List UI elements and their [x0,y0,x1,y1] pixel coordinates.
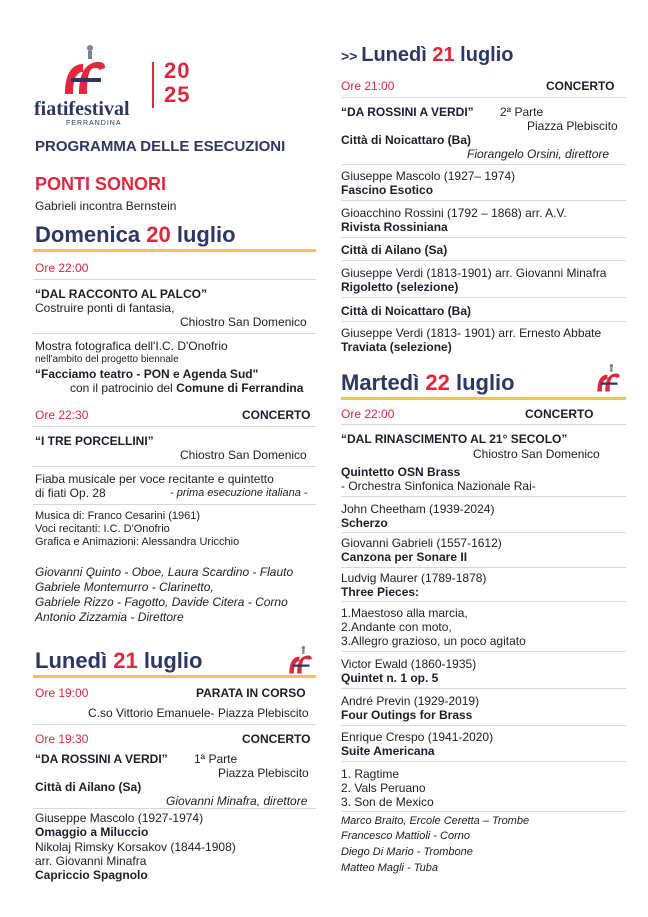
band-director: Giovanni Minafra, direttore [166,794,308,808]
day-underline [33,249,316,252]
band-name: Città di Ailano (Sa) [35,780,142,794]
separator [341,532,626,533]
movement: 2.Andante con moto, [341,620,452,634]
movement: 3.Allegro grazioso, un poco agitato [341,634,526,648]
event-type: PARATA IN CORSO [196,686,306,700]
work-title: Rigoletto (selezione) [341,280,459,294]
series-subtitle: Gabrieli incontra Bernstein [35,199,177,213]
event-type: CONCERTO [242,408,311,422]
performer-line: Diego Di Mario - Trombone [341,846,473,858]
composer: Giuseppe Verdi (1813- 1901) arr. Ernesto Abbate [341,326,602,340]
separator [341,567,626,568]
event-place: Piazza Plebiscito [527,119,618,133]
festival-logo-mark [59,42,109,98]
separator [341,260,626,261]
event-title: “I TRE PORCELLINI” [35,434,154,448]
event-type: CONCERTO [546,79,615,93]
work-title: Scherzo [341,516,388,530]
performer-line: Antonio Zizzamia - Direttore [35,610,184,624]
separator [341,297,626,298]
separator [341,321,626,322]
separator [341,97,626,98]
composer: Enrique Crespo (1941-2020) [341,730,494,744]
logo-divider [152,62,154,108]
composer: Giovanni Gabrieli (1557-1612) [341,536,502,550]
series-title: PONTI SONORI [35,174,167,194]
composer: André Previn (1929-2019) [341,694,480,708]
band-director: Fiorangelo Orsini, direttore [467,147,610,161]
separator [341,200,626,201]
work-title: Suite Americana [341,744,435,758]
credit-line: Grafica e Animazioni: Alessandra Uricchio [35,536,240,548]
separator [33,724,316,725]
credit-line: Musica di: Franco Cesarini (1961) [35,510,201,522]
event-part: 2ª Parte [500,105,544,119]
festival-mark-icon [286,644,314,676]
event-subtitle: Costruire ponti di fantasia, [35,301,175,315]
day-heading-martedi: Martedì 22 luglio [341,370,515,395]
event-type: CONCERTO [525,407,594,421]
work-title: Quintet n. 1 op. 5 [341,671,439,685]
performer-line: Gabriele Montemurro - Clarinetto, [35,580,214,594]
day-heading-lunedi: Lunedì 21 luglio [35,648,203,673]
performer-line: Marco Braito, Ercole Ceretta – Trombe [341,815,530,827]
separator [341,164,626,165]
band-name: Città di Noicattaro (Ba) [341,304,472,318]
composer: Victor Ewald (1860-1935) [341,657,477,671]
event-part: 1ª Parte [194,752,238,766]
work-title: Fascino Esotico [341,183,434,197]
day-number: 21 [432,44,455,66]
credit-line: Voci recitanti: I.C. D'Onofrio [35,523,170,535]
event-time: Ore 19:30 [35,732,89,746]
event-time: Ore 22:00 [35,261,89,275]
program-title: PROGRAMMA DELLE ESECUZIONI [35,138,286,155]
year-bottom: 25 [164,82,191,107]
event-time: Ore 19:00 [35,686,89,700]
composer: Giuseppe Verdi (1813-1901) arr. Giovanni Minafra [341,266,607,280]
event-title: “DAL RINASCIMENTO AL 21° SECOLO” [341,432,568,446]
composer: Ludvig Maurer (1789-1878) [341,571,487,585]
separator [341,761,626,762]
performer-line: Matteo Magli - Tuba [341,862,439,874]
separator [341,811,626,812]
performer-line: Francesco Mattioli - Corno [341,830,470,842]
festival-mark-icon [594,362,622,394]
composer: Giuseppe Mascolo (1927-1974) [35,811,204,825]
movement: 3. Son de Mexico [341,795,434,809]
work-title: Omaggio a Miluccio [35,825,149,839]
event-desc: Fiaba musicale per voce recitante e quintetto [35,472,274,486]
performer-line: Giovanni Quinto - Oboe, Laura Scardino - Flauto [35,565,294,579]
performer-line: Gabriele Rizzo - Fagotto, Davide Citera - Corno [35,595,288,609]
separator [33,808,316,809]
separator [341,688,626,689]
day-heading-lunedi-cont: >> Lunedì 21 luglio [341,44,514,66]
composer: Nikolaj Rimsky Korsakov (1844-1908) [35,840,236,854]
work-title: Capriccio Spagnolo [35,868,148,882]
day-underline [341,397,626,400]
work-title: Traviata (selezione) [341,340,452,354]
movement: 1.Maestoso alla marcia, [341,606,468,620]
event-time: Ore 21:00 [341,79,395,93]
event-place: Piazza Plebiscito [218,766,309,780]
event-time: Ore 22:00 [341,407,395,421]
composer: Giuseppe Mascolo (1927– 1974) [341,169,516,183]
exhibit-line: nell'ambito del progetto biennale [35,354,179,365]
exhibit-patronage: con il patrocinio del Comune di Ferrandina [70,381,304,395]
separator [33,504,316,505]
separator [341,237,626,238]
event-place: Chiostro San Domenico [180,448,307,462]
work-title: Canzona per Sonare II [341,550,468,564]
year-top: 20 [164,58,191,83]
event-title: “DA ROSSINI A VERDI” [35,752,168,766]
event-place: C.so Vittorio Emanuele- Piazza Plebiscito [88,706,309,720]
separator [341,601,626,602]
day-number: 20 [146,222,171,247]
arranger: arr. Giovanni Minafra [35,854,147,868]
festival-location: FERRANDINA [66,120,122,127]
day-underline [33,675,316,678]
event-title: “DA ROSSINI A VERDI” [341,105,474,119]
work-title: Three Pieces: [341,585,420,599]
event-title: “DAL RACCONTO AL PALCO” [35,287,208,301]
festival-name: fiatifestival [34,98,130,120]
band-name: Città di Noicattaro (Ba) [341,133,472,147]
separator [33,426,316,427]
event-time: Ore 22:30 [35,408,89,422]
ensemble-sub: - Orchestra Sinfonica Nazionale Rai- [341,479,536,493]
separator [341,651,626,652]
day-number: 22 [425,370,450,395]
work-title: Four Outings for Brass [341,708,473,722]
separator [341,496,626,497]
work-title: Rivista Rossiniana [341,220,448,234]
separator [33,333,316,334]
separator [341,725,626,726]
band-name: Città di Ailano (Sa) [341,243,448,257]
exhibit-line: Mostra fotografica dell'I.C. D'Onofrio [35,339,228,353]
day-number: 21 [113,648,138,673]
separator [341,424,626,425]
movement: 1. Ragtime [341,767,400,781]
event-place: Chiostro San Domenico [473,447,600,461]
event-premiere: - prima esecuzione italiana - [170,487,308,499]
exhibit-line: “Facciamo teatro - PON e Agenda Sud" [35,367,259,381]
composer: John Cheetham (1939-2024) [341,502,495,516]
movement: 2. Vals Peruano [341,781,426,795]
event-desc: di fiati Op. 28 [35,486,106,500]
ensemble-name: Quintetto OSN Brass [341,465,461,479]
separator [33,279,316,280]
composer: Gioacchino Rossini (1792 – 1868) arr. A.V. [341,206,567,220]
separator [33,466,316,467]
event-type: CONCERTO [242,732,311,746]
day-heading-domenica: Domenica 20 luglio [35,222,236,247]
event-place: Chiostro San Domenico [180,315,307,329]
